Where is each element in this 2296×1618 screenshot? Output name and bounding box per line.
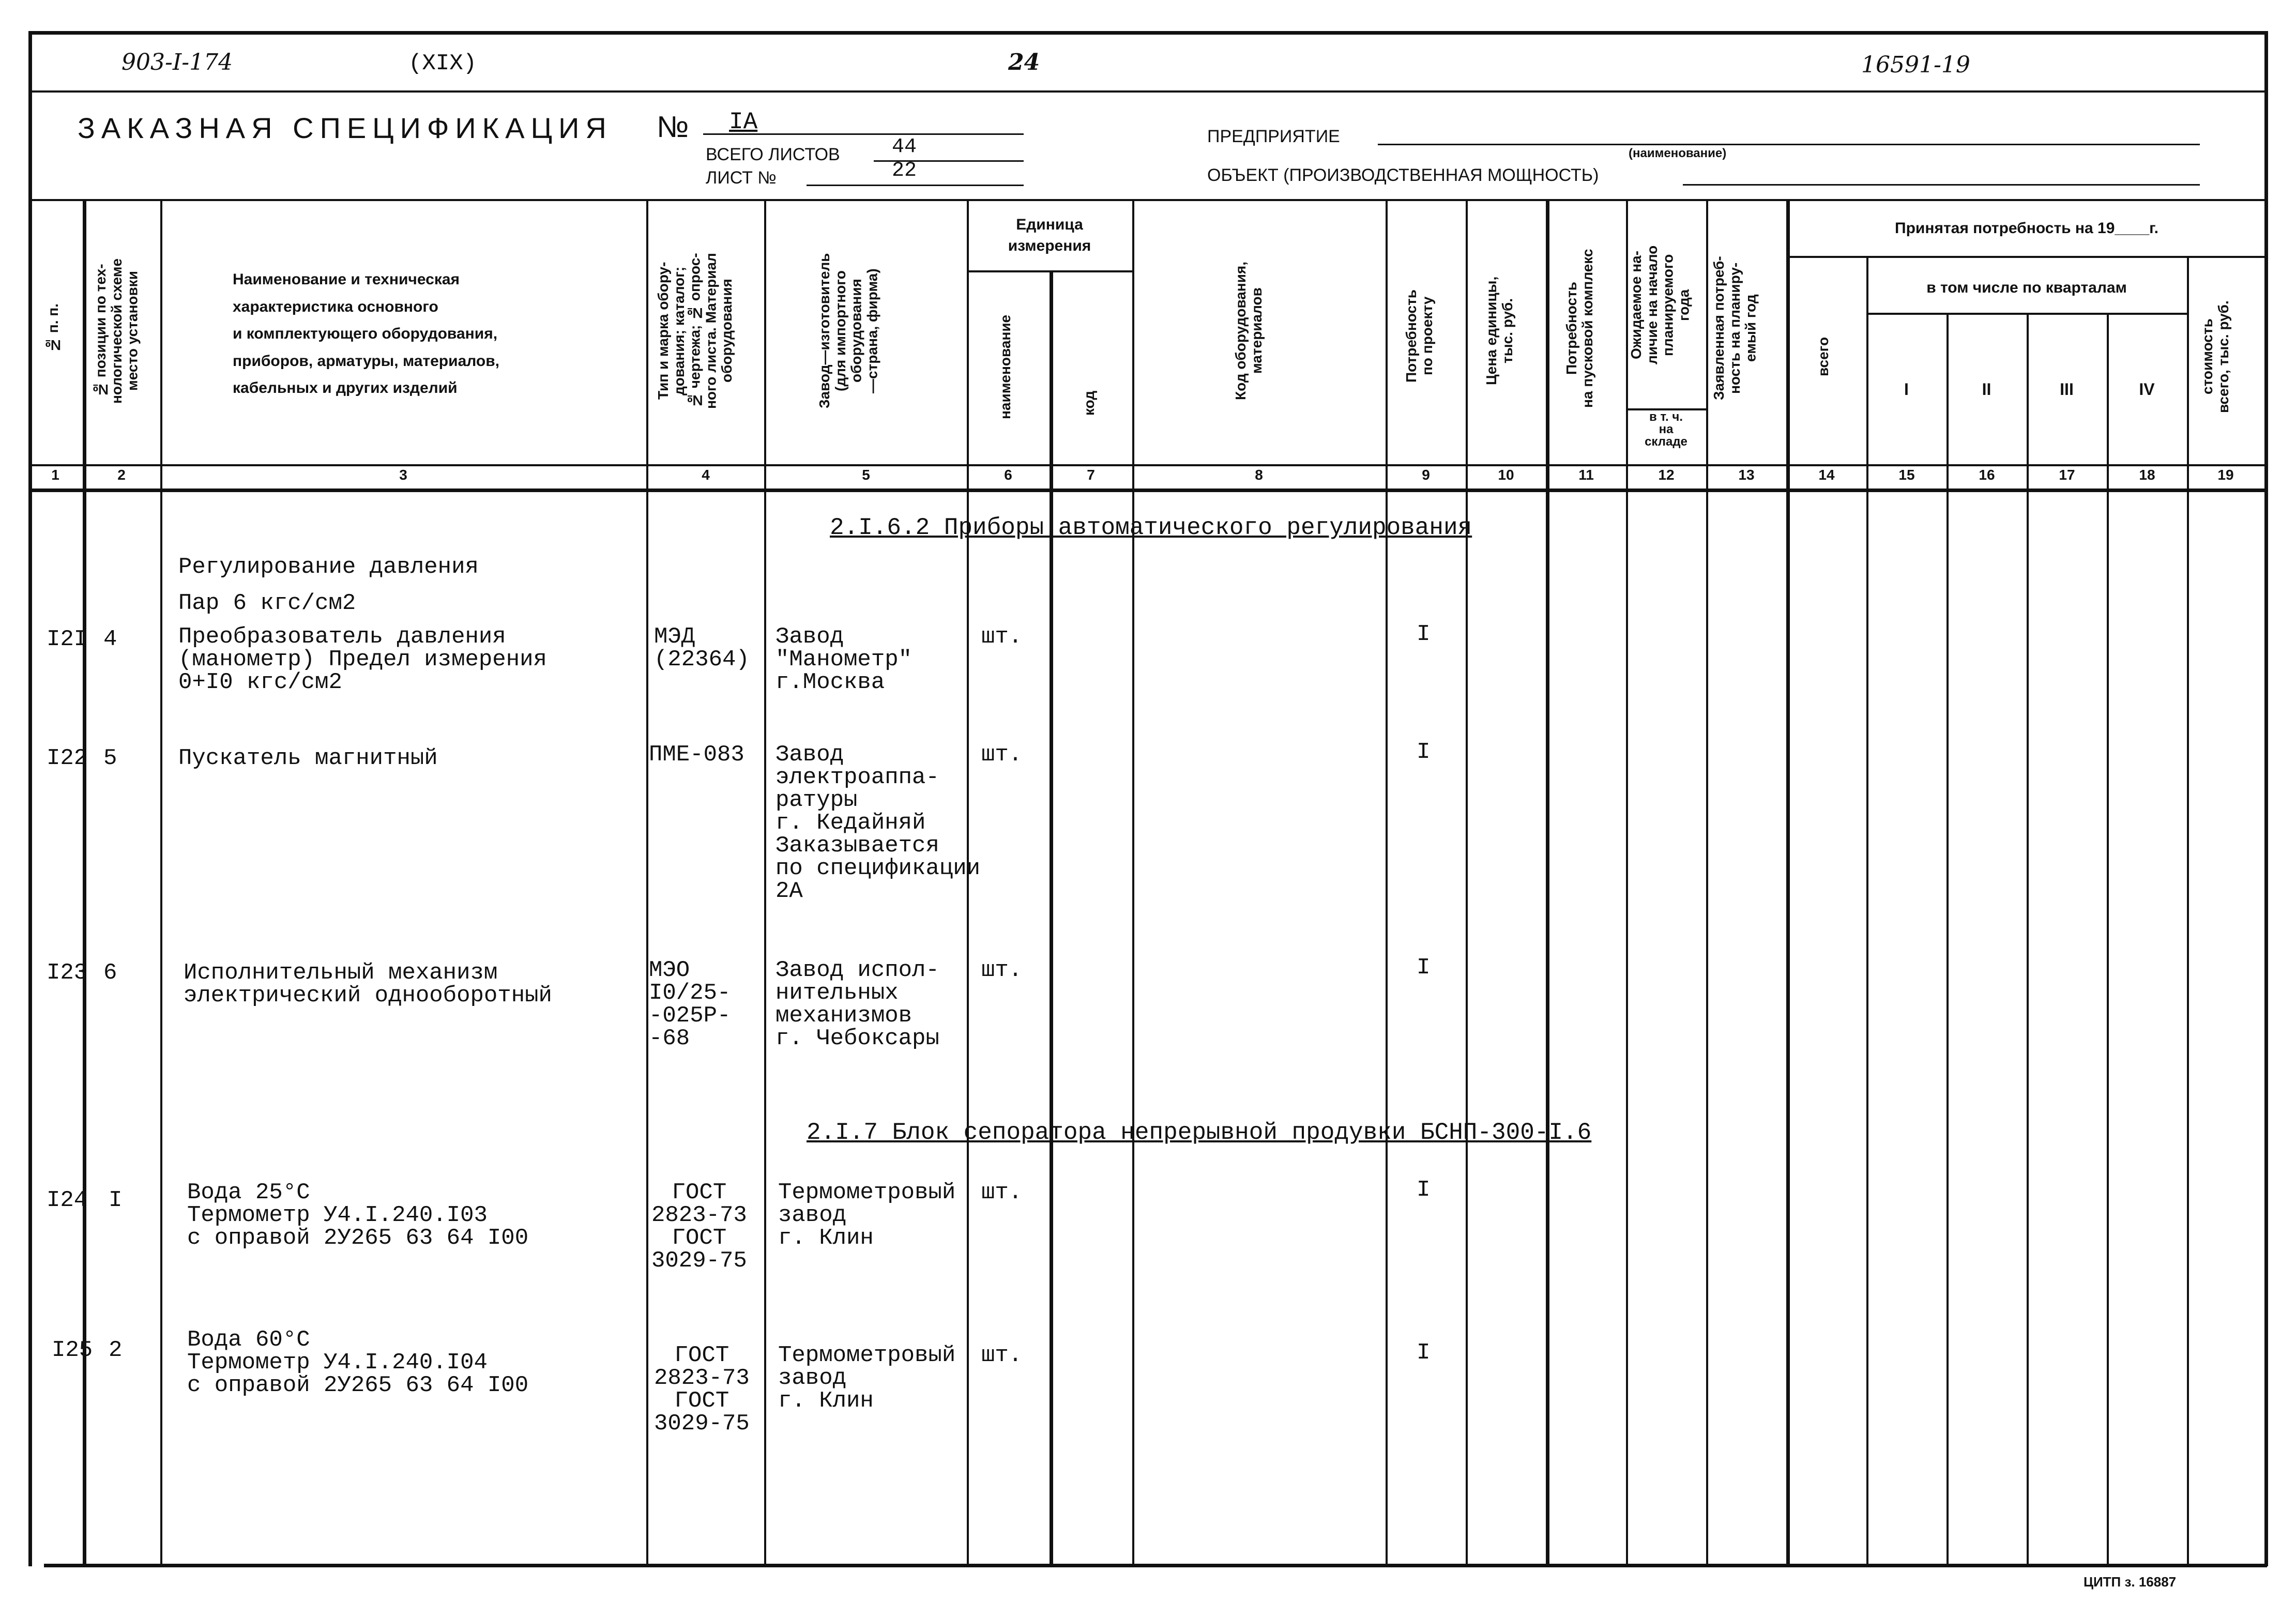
col-number-18: 18 (2139, 467, 2155, 483)
col-line-16 (2027, 313, 2029, 1564)
section-heading-auto-regulation: 2.I.6.2 Приборы автоматического регулирования (830, 514, 1472, 541)
col-number-14: 14 (1818, 467, 1835, 483)
col-header-4: Тип и марка обору- дования; каталог; № чертежа; № опрос- ного листа. Материал оборудования (655, 253, 735, 409)
col-line-13 (1786, 199, 1790, 1564)
spec-number: IA (729, 109, 758, 135)
col-header-5: Завод—изготовитель (для импортного оборудования —страна, фирма) (816, 253, 880, 409)
row-1-name: Преобразователь давления (манометр) Предел измерения 0+I0 кгс/см2 (178, 624, 547, 695)
frame-right (2264, 31, 2268, 1566)
col-number-17: 17 (2059, 467, 2075, 483)
col-number-15: 15 (1898, 467, 1915, 483)
spec-number-label: № (657, 110, 689, 144)
row-4-number: I24 (47, 1187, 88, 1213)
col-header-12: Ожидаемое на- личие на начало планируемого года (1628, 245, 1692, 365)
col-number-13: 13 (1738, 467, 1755, 483)
quarter-2: II (1982, 380, 1991, 399)
col-header-14: всего (1815, 337, 1831, 377)
col-line-9 (1466, 199, 1468, 1564)
col-number-19: 19 (2217, 467, 2234, 483)
sheet-line (807, 185, 1024, 186)
row-5-position: 2 (109, 1337, 123, 1363)
row-4-type: ГОСТ 2823-73 ГОСТ 3029-75 (651, 1180, 747, 1274)
quarters-label: в том числе по кварталам (1926, 279, 2127, 296)
accepted-rule (1786, 256, 2264, 258)
row-5-quantity: I (1417, 1340, 1431, 1366)
row-1-quantity: I (1417, 621, 1431, 647)
quarter-4: IV (2139, 380, 2155, 399)
col-header-10: Цена единицы, тыс. руб. (1483, 276, 1515, 386)
col-header-1: № п. п. (45, 303, 61, 353)
quarter-3: III (2060, 380, 2074, 399)
object-line (1683, 184, 2200, 186)
row-1-position: 4 (103, 627, 117, 652)
row-3-position: 6 (103, 960, 117, 986)
row-3-maker: Завод испол- нительных механизмов г. Чебоксары (776, 957, 939, 1051)
row-3-name: Исполнительный механизм электрический однооборотный (184, 960, 552, 1009)
row-3-number: I23 (47, 960, 88, 986)
row-5-type: ГОСТ 2823-73 ГОСТ 3029-75 (654, 1342, 750, 1437)
col-number-10: 10 (1498, 467, 1514, 483)
row-2-name: Пускатель магнитный (178, 745, 438, 771)
col-line-15 (1947, 313, 1949, 1564)
col-line-8 (1386, 199, 1388, 1564)
accepted-demand-label: Принятая потребность на 19____г. (1895, 220, 2158, 237)
col-header-unit-group: Единица измерения (1008, 216, 1091, 254)
header-rule (28, 90, 2267, 93)
sheet-value: 22 (892, 159, 917, 182)
row-4-position: I (109, 1187, 123, 1213)
row-1-unit: шт. (981, 624, 1023, 650)
col-number-5: 5 (862, 467, 870, 483)
row-2-unit: шт. (981, 742, 1023, 768)
col-number-4: 4 (702, 467, 710, 483)
spec-number-line (703, 133, 1024, 135)
row-5-number: I25 (52, 1337, 93, 1363)
frame-bottom (44, 1564, 2267, 1567)
object-label: ОБЪЕКТ (ПРОИЗВОДСТВЕННАЯ МОЩНОСТЬ) (1207, 165, 1599, 185)
col-number-9: 9 (1422, 467, 1430, 483)
group-pressure-regulation: Регулирование давления (178, 554, 479, 580)
row-3-unit: шт. (981, 957, 1023, 983)
col-number-11: 11 (1578, 467, 1594, 483)
col-number-16: 16 (1979, 467, 1995, 483)
row-3-type: МЭО I0/25- -025Р- -68 (649, 957, 731, 1051)
group-steam: Пар 6 кгс/см2 (178, 590, 356, 616)
enterprise-line (1378, 144, 2200, 145)
col-number-7: 7 (1087, 467, 1095, 483)
col-header-8: Код оборудования, материалов (1233, 261, 1265, 401)
col-header-2: № позиции по тех- нологической схеме место установки (93, 258, 141, 404)
col-line-4 (764, 199, 766, 1564)
col-line-12 (1706, 199, 1708, 1564)
frame-left (28, 31, 32, 1566)
row-2-position: 5 (103, 745, 117, 771)
row-2-type: ПМЕ-083 (649, 742, 744, 768)
col-line-7 (1132, 199, 1134, 1564)
row-4-quantity: I (1417, 1177, 1431, 1203)
col-line-10 (1546, 199, 1549, 1564)
col-header-3: Наименование и техническая характеристика основного и комплектующего оборудования, приборов, арматуры, материалов, кабельных и других изделий (233, 271, 500, 396)
print-stamp: ЦИТП з. 16887 (2084, 1574, 2177, 1590)
frame-top (28, 31, 2267, 35)
enterprise-label: ПРЕДПРИЯТИЕ (1207, 127, 1340, 146)
sheet-label: ЛИСТ № (706, 168, 777, 188)
col-line-6 (1050, 270, 1053, 1564)
row-4-name: Вода 25°С Термометр У4.I.240.I03 с оправой 2У265 63 64 I00 (187, 1180, 529, 1251)
document-title: ЗАКАЗНАЯ СПЕЦИФИКАЦИЯ (78, 112, 613, 144)
row-2-maker: Завод электроаппа- ратуры г. Кедайняй Заказывается по спецификации 2А (776, 742, 981, 904)
col-header-7: код (1081, 390, 1097, 416)
doc-code: 903-I-174 (121, 49, 233, 75)
row-2-quantity: I (1417, 739, 1431, 765)
inventory-number: 16591-19 (1861, 52, 1970, 78)
col-number-1: 1 (51, 467, 59, 483)
row-3-quantity: I (1417, 955, 1431, 981)
row-4-maker: Термометровый завод г. Клин (778, 1180, 956, 1251)
col-header-9: Потребность по проекту (1403, 289, 1435, 383)
col-line-3 (646, 199, 648, 1564)
col-number-8: 8 (1255, 467, 1263, 483)
col-line-17 (2107, 313, 2109, 1564)
section-heading-separator-block: 2.I.7 Блок сепоратора непрерывной продувки БСНП-300-I.6 (807, 1119, 1592, 1146)
row-1-type: МЭД (22364) (654, 624, 750, 673)
col-header-12-stock: в т. ч. на складе (1645, 410, 1687, 449)
row-2-number: I22 (47, 745, 88, 771)
page-number: 24 (1008, 49, 1040, 75)
title-rule (28, 199, 2267, 201)
colnum-bottom-rule (28, 489, 2267, 492)
col-line-11 (1626, 199, 1628, 1564)
row-5-unit: шт. (981, 1342, 1023, 1368)
total-sheets-value: 44 (892, 135, 917, 159)
quarter-1: I (1904, 380, 1909, 399)
row-5-maker: Термометровый завод г. Клин (778, 1342, 956, 1414)
row-5-name: Вода 60°С Термометр У4.I.240.I04 с оправой 2У265 63 64 I00 (187, 1327, 529, 1398)
header-bottom-rule (28, 464, 2267, 466)
col-line-18 (2187, 256, 2189, 1564)
enterprise-name-hint: (наименование) (1629, 146, 1727, 160)
row-4-unit: шт. (981, 1180, 1023, 1205)
col-number-2: 2 (117, 467, 126, 483)
row-1-maker: Завод "Манометр" г.Москва (776, 624, 913, 695)
album-number: (XIX) (408, 51, 477, 77)
col-header-19: стоимость всего, тыс. руб. (2199, 300, 2231, 413)
col-header-11: Потребность на пусковой комплекс (1563, 249, 1595, 408)
col-header-6: наименование (997, 314, 1013, 420)
col-number-12: 12 (1658, 467, 1675, 483)
row-1-number: I2I (47, 627, 88, 652)
col-line-14 (1866, 256, 1868, 1564)
total-sheets-label: ВСЕГО ЛИСТОВ (706, 145, 840, 164)
col-number-6: 6 (1004, 467, 1012, 483)
col-number-3: 3 (399, 467, 407, 483)
col-line-2 (160, 199, 162, 1564)
col-header-13: Заявленная потреб- ность на планиру- емый год (1711, 256, 1759, 401)
